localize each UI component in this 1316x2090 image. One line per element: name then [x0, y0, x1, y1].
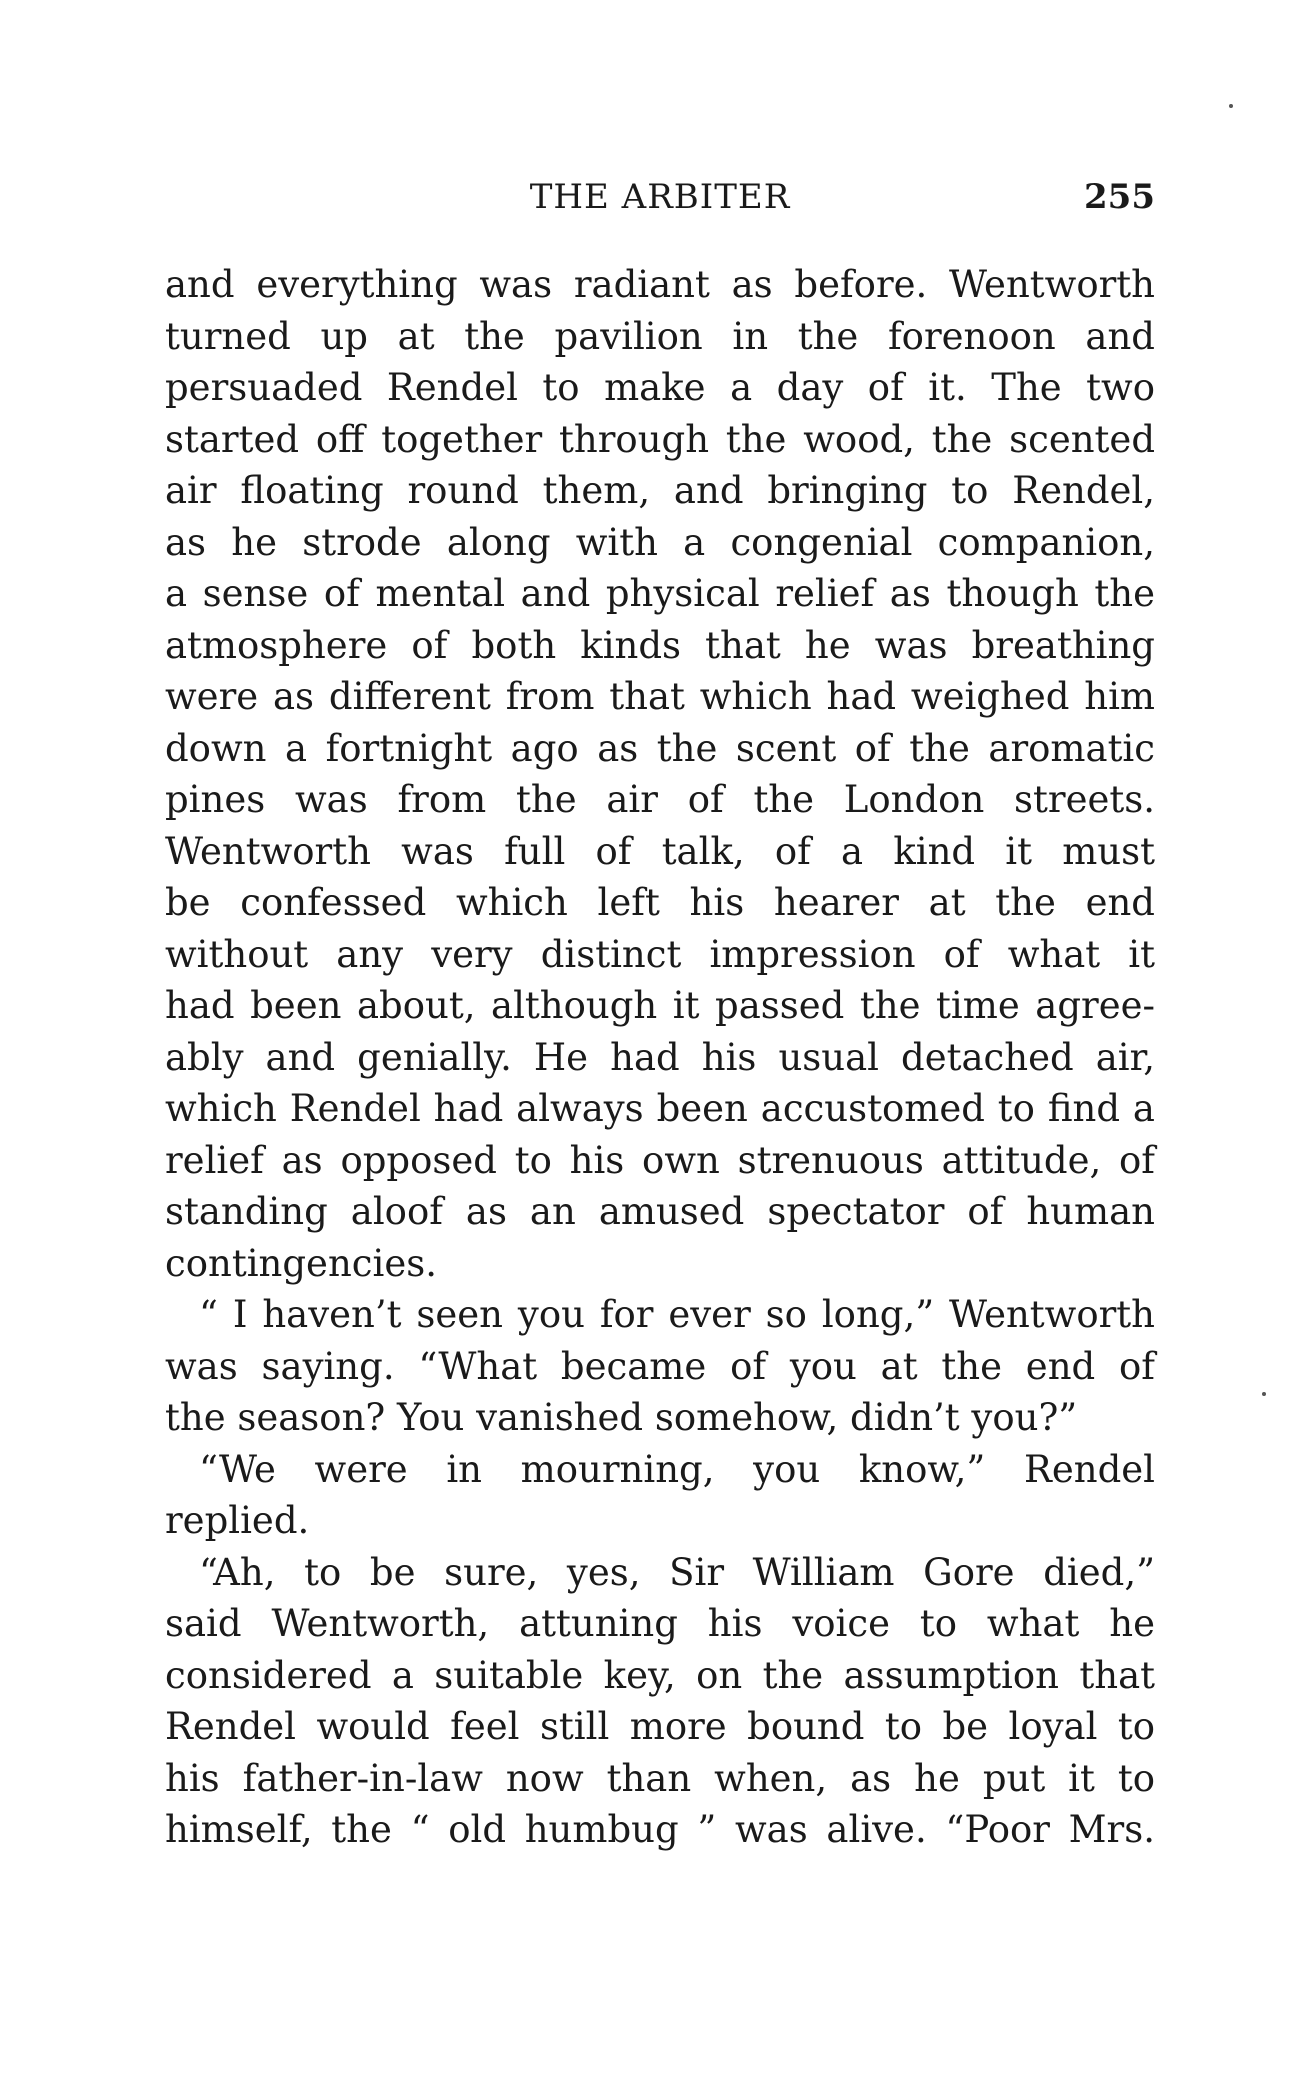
text-line: himself, the “ old humbug ” was alive. “Poor Mrs.	[165, 1808, 1155, 1851]
text-line: were as different from that which had weighed him	[165, 675, 1155, 718]
text-line: relief as opposed to his own strenuous attitude, of	[165, 1138, 1155, 1182]
text-line: down a fortnight ago as the scent of the aromatic	[165, 726, 1155, 770]
text-line: started off together through the wood, the scented	[165, 417, 1155, 461]
paper-speck	[1262, 1392, 1266, 1396]
text-line: persuaded Rendel to make a day of it. The two	[165, 366, 1155, 409]
text-line: was saying. “What became of you at the end of	[165, 1344, 1155, 1388]
text-line: which Rendel had always been accustomed to find a	[165, 1087, 1155, 1130]
text-line: atmosphere of both kinds that he was breathing	[165, 623, 1155, 667]
paper-speck	[1229, 104, 1233, 108]
text-line: as he strode along with a congenial companion,	[165, 520, 1155, 564]
text-line: “Ah, to be sure, yes, Sir William Gore died,”	[199, 1550, 1155, 1594]
text-line: contingencies.	[165, 1241, 437, 1285]
running-head	[165, 172, 1155, 222]
text-line: without any very distinct impression of what it	[165, 932, 1155, 976]
text-line: said Wentworth, attuning his voice to what he	[165, 1602, 1155, 1645]
text-line: Wentworth was full of talk, of a kind it must	[165, 829, 1155, 873]
page-number: 255	[1084, 177, 1155, 217]
running-title: THE ARBITER	[529, 177, 791, 217]
text-line: the season? You vanished somehow, didn’t you?”	[165, 1396, 1078, 1439]
text-line: his father-in-law now than when, as he put it to	[165, 1756, 1155, 1800]
text-line: had been about, although it passed the time agree-	[165, 984, 1155, 1027]
text-line: considered a suitable key, on the assumption that	[165, 1653, 1155, 1697]
text-line: be confessed which left his hearer at the end	[165, 881, 1155, 924]
text-line: air floating round them, and bringing to Rendel,	[165, 469, 1155, 512]
text-line: Rendel would feel still more bound to be loyal to	[165, 1705, 1155, 1748]
body-text	[165, 259, 1155, 1856]
text-line: standing aloof as an amused spectator of human	[165, 1190, 1155, 1233]
text-line: ably and genially. He had his usual detached air,	[165, 1035, 1155, 1079]
text-line: replied.	[165, 1499, 310, 1542]
text-line: “ I haven’t seen you for ever so long,” Wentworth	[199, 1293, 1155, 1336]
text-line: a sense of mental and physical relief as though the	[165, 572, 1155, 615]
text-line: and everything was radiant as before. Wentworth	[165, 263, 1155, 306]
text-line: turned up at the pavilion in the forenoon and	[165, 314, 1155, 358]
text-line: pines was from the air of the London streets.	[165, 778, 1155, 821]
text-line: “We were in mourning, you know,” Rendel	[199, 1447, 1155, 1491]
